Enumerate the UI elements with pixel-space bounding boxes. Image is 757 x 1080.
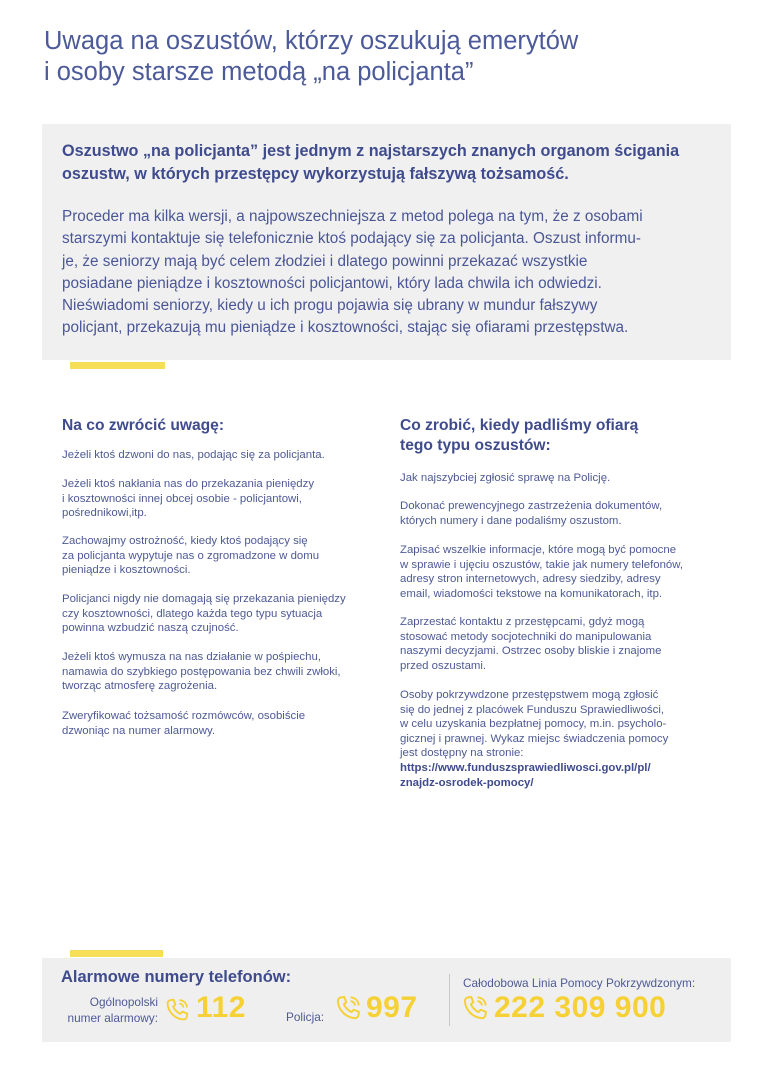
- phone-icon: [163, 996, 191, 1024]
- right-para-1: [400, 471, 720, 486]
- intro-body-line: Proceder ma kilka wersji, a najpowszechniejsza z metod polega na tym, że z osobami: [62, 208, 643, 225]
- general-number-label: [61, 994, 158, 1026]
- intro-lead-line: Oszustwo „na policjanta” jest jednym z najstarszych znanych organom ścigania: [62, 142, 680, 160]
- right-para-4: [400, 615, 720, 673]
- label-line: numer alarmowy:: [67, 1011, 158, 1025]
- emergency-numbers-title: Alarmowe numery telefonów:: [61, 968, 292, 986]
- left-para-5: [62, 650, 382, 694]
- text-line: Zweryfikować tożsamość rozmówców, osobiście: [62, 710, 306, 722]
- left-column: [62, 416, 382, 436]
- text-line: email, wiadomości tekstowe na komunikatorach, itp.: [400, 587, 663, 600]
- intro-body-line: je, że seniorzy mają być celem złodziei i dlatego powinni przekazać wszystkie: [62, 252, 588, 270]
- left-column-heading: [62, 416, 382, 436]
- text-line: dzwoniąc na numer alarmowy.: [62, 724, 215, 737]
- text-line: stosować metody socjotechniki do manipulowania: [400, 630, 652, 643]
- text-line: jest dostępny na stronie:: [400, 747, 524, 760]
- left-para-4: [62, 592, 382, 636]
- text-line: Jeżeli ktoś dzwoni do nas, podając się za policjanta.: [62, 449, 325, 461]
- text-line: adresy stron internetowych, adresy siedziby, adresy: [400, 573, 661, 586]
- right-para-2: [400, 499, 720, 528]
- left-para-6: [62, 709, 382, 738]
- intro-body-line: starszymi kontaktuje się telefonicznie ktoś podający się za policjanta. Oszust informu-: [62, 230, 641, 248]
- text-line: Dokonać prewencyjnego zastrzeżenia dokumentów,: [400, 500, 663, 512]
- text-line: gicznej i prawnej. Wykaz miejsc świadczenia pomocy: [400, 732, 669, 745]
- text-line: namawia do szybkiego postępowania bez chwili zwłoki,: [62, 665, 341, 678]
- intro-body-line: Nieświadomi seniorzy, kiedy u ich progu pojawia się ubrany w mundur fałszywy: [62, 297, 598, 315]
- page-title: [44, 26, 734, 88]
- helpline-number[interactable]: 222 309 900: [494, 991, 667, 1024]
- yellow-accent-bar: [70, 362, 165, 369]
- heading-line: Co zrobić, kiedy padliśmy ofiarą: [400, 417, 639, 434]
- intro-lead: [62, 140, 717, 186]
- right-para-3: [400, 543, 720, 601]
- text-line: powinna wzbudzić naszą czujność.: [62, 622, 239, 635]
- left-para-1: [62, 448, 382, 463]
- intro-body: [62, 206, 722, 340]
- label-line: Ogólnopolski: [89, 995, 158, 1009]
- general-emergency-number[interactable]: 112: [196, 991, 246, 1024]
- text-line: pieniądze i kosztowności.: [62, 564, 191, 577]
- phone-icon: [460, 993, 490, 1023]
- text-line: Jak najszybciej zgłosić sprawę na Policję.: [400, 472, 611, 484]
- left-para-2: [62, 477, 382, 521]
- text-line: Jeżeli ktoś wymusza na nas działanie w pośpiechu,: [62, 651, 321, 663]
- text-line: Policjanci nigdy nie domagają się przekazania pieniędzy: [62, 593, 346, 605]
- police-number[interactable]: 997: [366, 991, 418, 1024]
- text-line: Zachowajmy ostrożność, kiedy ktoś podający się: [62, 535, 308, 547]
- title-line-2: i osoby starsze metodą „na policjanta”: [44, 58, 474, 86]
- help-center-link[interactable]: https://www.funduszsprawiedliwosci.gov.pl/pl/: [400, 761, 651, 774]
- helpline-label: Całodobowa Linia Pomocy Pokrzywdzonym:: [463, 976, 696, 990]
- text-line: i kosztowności innej obcej osobie - policjantowi,: [62, 492, 302, 505]
- text-line: przed oszustami.: [400, 659, 487, 672]
- text-line: Osoby pokrzywdzone przestępstwem mogą zgłosić: [400, 689, 659, 701]
- phone-icon: [333, 993, 363, 1023]
- text-line: Jeżeli ktoś nakłania nas do przekazania pieniędzy: [62, 478, 315, 490]
- text-line: naszymi decyzjami. Ostrzec osoby bliskie i znajome: [400, 645, 662, 658]
- text-line: się do jednej z placówek Funduszu Sprawiedliwości,: [400, 703, 665, 716]
- right-column: [400, 416, 720, 456]
- title-line-1: Uwaga na oszustów, którzy oszukują emerytów: [44, 27, 579, 55]
- text-line: Zaprzestać kontaktu z przestępcami, gdyż mogą: [400, 616, 645, 628]
- right-para-5: [400, 688, 720, 790]
- heading-line: Na co zwrócić uwagę:: [62, 417, 225, 434]
- intro-lead-line: oszustw, w których przestępcy wykorzystują fałszywą tożsamość.: [62, 165, 569, 183]
- help-center-link-cont[interactable]: znajdz-osrodek-pomocy/: [400, 776, 534, 789]
- heading-line: tego typu oszustów:: [400, 437, 551, 454]
- text-line: w celu uzyskania bezpłatnej pomocy, m.in. psycholo-: [400, 718, 667, 731]
- text-line: za policjanta wypytuje nas o zgromadzone w domu: [62, 549, 320, 562]
- police-label: Policja:: [286, 1010, 325, 1024]
- text-line: pośrednikowi,itp.: [62, 507, 147, 520]
- text-line: Zapisać wszelkie informacje, które mogą być pomocne: [400, 544, 677, 556]
- intro-body-line: posiadane pieniądze i kosztowności policjantowi, który lada chwila ich odwiedzi.: [62, 274, 602, 292]
- divider: [449, 974, 450, 1026]
- right-column-heading: [400, 416, 720, 456]
- intro-body-line: policjant, przekazują mu pieniądze i kosztowności, stając się ofiarami przestępstwa.: [62, 319, 629, 337]
- text-line: w sprawie i ujęciu oszustów, takie jak numery telefonów,: [400, 558, 684, 571]
- text-line: czy kosztowności, dlatego każda tego typu sytuacja: [62, 607, 323, 620]
- text-line: których numery i dane podaliśmy oszustom.: [400, 514, 622, 527]
- text-line: tworząc atmosferę zagrożenia.: [62, 680, 218, 693]
- left-para-3: [62, 534, 382, 578]
- yellow-accent-bar-bottom: [70, 950, 163, 957]
